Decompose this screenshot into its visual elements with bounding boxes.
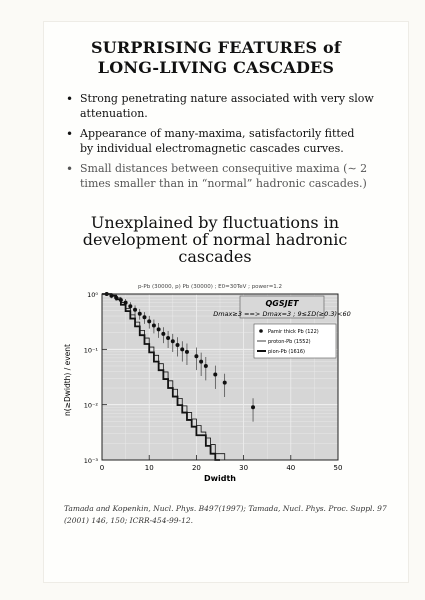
bullet-item <box>66 162 384 191</box>
y-tick-label: 10⁻² <box>83 401 98 410</box>
bullet-dot-icon: • <box>66 127 74 141</box>
x-tick-label: 20 <box>191 464 201 472</box>
legend-label: pion-Pb (1616) <box>268 349 305 355</box>
data-point <box>133 308 137 312</box>
x-tick-label: 40 <box>286 464 296 472</box>
bullet-list <box>66 92 384 197</box>
bullet-item <box>66 127 384 156</box>
data-point <box>171 339 175 343</box>
x-tick-label: 30 <box>239 464 249 472</box>
bullet-text-line: by individual electromagnetic cascades curves. <box>80 141 344 155</box>
y-tick-label: 10⁻¹ <box>83 346 98 355</box>
model-label: QGSJET <box>265 299 299 308</box>
x-axis-label: Dwidth <box>203 474 237 483</box>
data-point <box>176 343 180 347</box>
data-point <box>128 304 132 308</box>
citation <box>64 503 388 527</box>
citation-line-1: Tamada and Kopenkin, Nucl. Phys. B497(1997); Tamada, Nucl. Phys. Proc. Suppl. 97 <box>64 504 387 513</box>
bullet-dot-icon: • <box>66 162 74 176</box>
data-point <box>223 381 227 385</box>
data-point <box>199 360 203 364</box>
page-title <box>46 38 386 78</box>
legend-label: Pamir thick Pb (122) <box>268 329 319 335</box>
bullet-text-line: attenuation. <box>80 106 148 120</box>
bullet-dot-icon: • <box>66 92 74 106</box>
condition-label: Dmax≥3 ==> Dmax=3 ; 9≤ΣD(≥0.3)<60 <box>213 310 351 318</box>
legend-label: proton-Pb (1552) <box>268 339 311 345</box>
data-point <box>152 323 156 327</box>
plot-legend <box>254 324 336 358</box>
data-point <box>161 332 165 336</box>
data-point <box>194 354 198 358</box>
x-tick-label: 50 <box>333 464 343 472</box>
data-point <box>251 405 255 409</box>
y-axis-label: n(≥Dwidth) / event <box>63 344 72 416</box>
data-point <box>166 336 170 340</box>
subtitle-line-1: Unexplained by fluctuations in <box>90 213 340 232</box>
data-point <box>138 312 142 316</box>
title-line-2: LONG-LIVING CASCADES <box>97 58 335 77</box>
data-point <box>213 373 217 377</box>
data-point <box>142 315 146 319</box>
y-tick-label: 10⁰ <box>87 291 98 299</box>
data-point <box>204 364 208 368</box>
plot-figure <box>58 276 358 494</box>
title-line-1: SURPRISING FEATURES of <box>90 38 342 57</box>
plot-svg <box>58 276 358 494</box>
bullet-text-line: times smaller than in “normal” hadronic cascades.) <box>80 176 367 190</box>
citation-line-2: (2001) 146, 150; ICRR-454-99-12. <box>64 516 194 525</box>
data-point <box>185 350 189 354</box>
y-tick-label: 10⁻³ <box>83 457 98 465</box>
x-tick-label: 10 <box>144 464 154 472</box>
subtitle-line-3: cascades <box>178 247 252 266</box>
subtitle <box>70 214 360 265</box>
legend-dots-icon <box>259 329 263 333</box>
data-point <box>180 347 184 351</box>
bullet-item <box>66 92 384 121</box>
plot-header: p-Pb (30000, p) Pb (30000) ; E0=30TeV ; power=1.2 <box>137 284 283 290</box>
bullet-text-line: Small distances between consequitive maxima (∼ 2 <box>80 162 368 175</box>
data-point <box>157 327 161 331</box>
subtitle-line-2: development of normal hadronic <box>82 230 348 249</box>
x-tick-label: 0 <box>99 464 105 472</box>
bullet-text-line: Appearance of many-maxima, satisfactorily fitted <box>80 127 355 140</box>
data-point <box>147 319 151 323</box>
bullet-text-line: Strong penetrating nature associated with very slow <box>80 92 374 105</box>
